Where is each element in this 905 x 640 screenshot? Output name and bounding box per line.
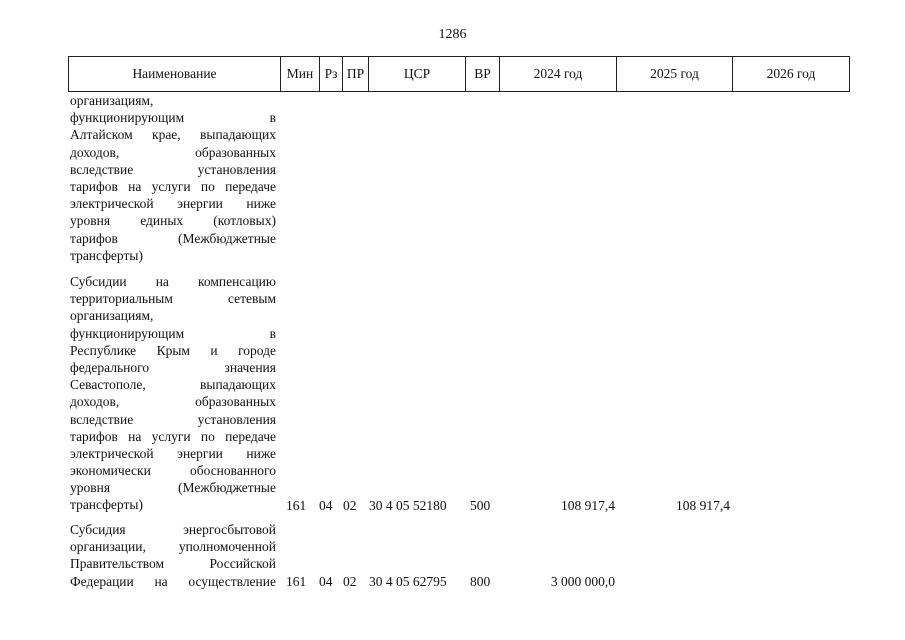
header-csr: ЦСР [369, 57, 466, 91]
name-line: организациям, [70, 308, 154, 324]
name-line: Субсидия энергосбытовой [70, 522, 276, 537]
name-line: Севастополе, выпадающих [70, 377, 276, 393]
cell-2024: 108 917,4 [561, 498, 615, 513]
cell-vr: 800 [470, 574, 491, 589]
cell-rz: 04 [319, 498, 333, 513]
cell-rz: 04 [319, 574, 333, 589]
name-line: территориальным сетевым [70, 291, 276, 307]
row-name-continuation [70, 92, 276, 264]
cell-pr: 02 [343, 574, 357, 589]
name-line: функционирующим в [70, 110, 276, 126]
header-name: Наименование [69, 57, 281, 91]
name-line: электрической энергии ниже [70, 196, 276, 212]
name-line: вследствие установления [70, 161, 276, 177]
cell-csr: 30 4 05 62795 [369, 574, 447, 589]
name-line: Республике Крым и городе [70, 342, 276, 358]
name-line: трансферты) [70, 247, 143, 263]
row-values-crimea-subsidy [0, 497, 905, 514]
header-rz: Рз [320, 57, 343, 91]
name-line: организациям, [70, 93, 154, 108]
header-min: Мин [281, 57, 320, 91]
name-line: трансферты) [70, 497, 143, 513]
name-line: Субсидии на компенсацию [70, 274, 276, 289]
cell-csr: 30 4 05 52180 [369, 498, 447, 513]
name-line: экономически обоснованного [70, 463, 276, 479]
name-line: уровня (Межбюджетные [70, 480, 276, 496]
name-line: Федерации на осуществление [70, 573, 276, 589]
header-2025: 2025 год [617, 57, 733, 91]
cell-min: 161 [286, 574, 307, 589]
name-line: тарифов (Межбюджетные [70, 230, 276, 246]
name-line: доходов, образованных [70, 394, 276, 410]
name-line: организации, уполномоченной [70, 539, 276, 555]
name-line: Алтайском крае, выпадающих [70, 127, 276, 143]
name-line: тарифов на услуги по передаче [70, 428, 276, 444]
header-pr: ПР [343, 57, 369, 91]
page-number: 1286 [438, 27, 467, 42]
name-line: Правительством Российской [70, 556, 276, 572]
name-line: функционирующим в [70, 325, 276, 341]
cell-min: 161 [286, 498, 307, 513]
header-2024: 2024 год [500, 57, 617, 91]
name-line: вследствие установления [70, 411, 276, 427]
header-2026: 2026 год [766, 66, 816, 81]
cell-2025: 108 917,4 [676, 498, 730, 513]
name-line: доходов, образованных [70, 144, 276, 160]
table-header [68, 56, 850, 92]
row-values-energy-sales-subsidy [0, 573, 905, 590]
row-name-crimea-subsidy [70, 273, 276, 514]
cell-vr: 500 [470, 498, 491, 513]
name-line: тарифов на услуги по передаче [70, 178, 276, 194]
header-vr: ВР [466, 57, 500, 91]
name-line: электрической энергии ниже [70, 445, 276, 461]
cell-pr: 02 [343, 498, 357, 513]
name-line: федерального значения [70, 359, 276, 375]
name-line: уровня единых (котловых) [70, 213, 276, 229]
cell-2024: 3 000 000,0 [550, 574, 615, 589]
